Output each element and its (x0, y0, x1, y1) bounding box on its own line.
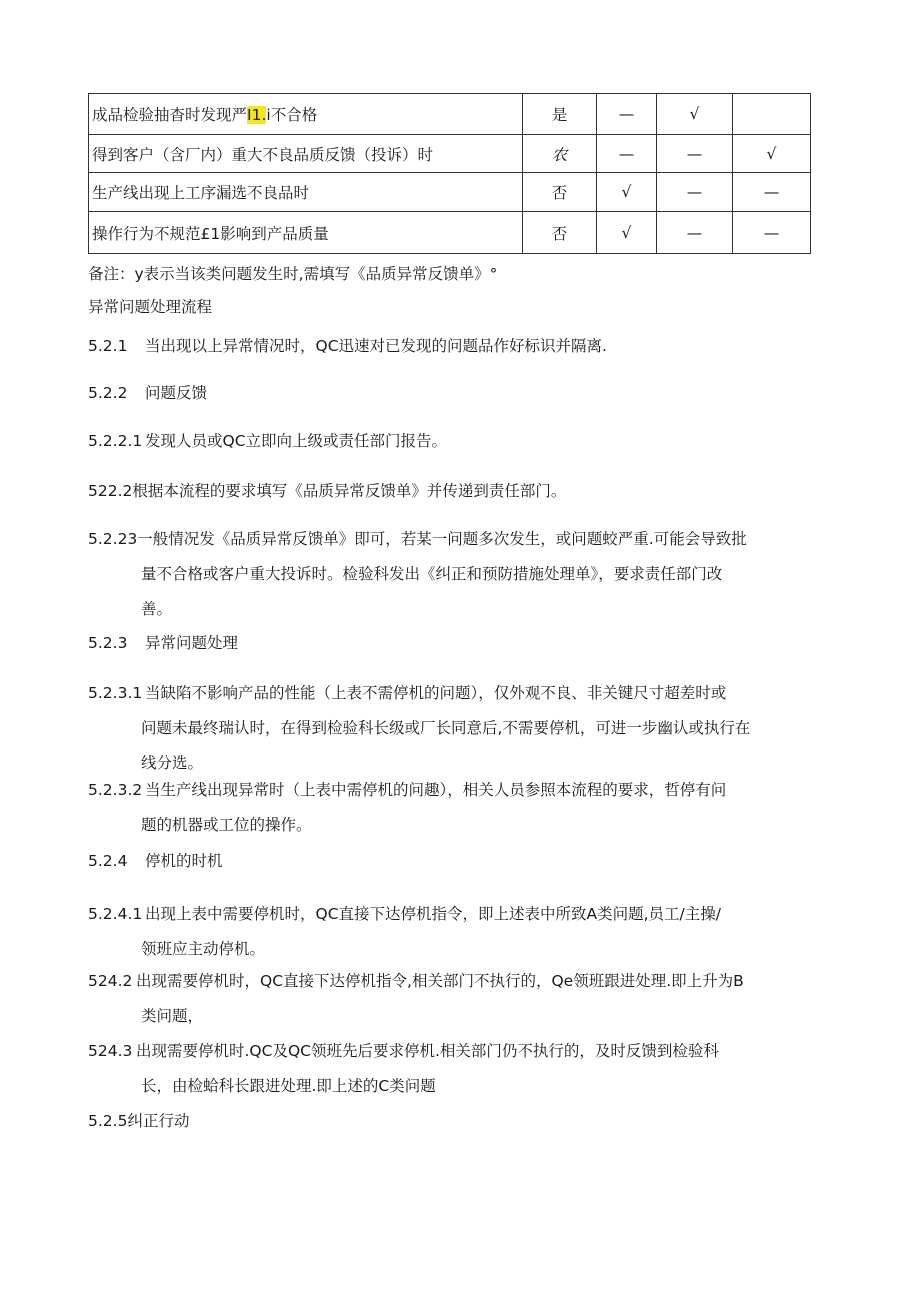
paragraph-line: 出现上表中需要停机时，QC直接下达停机指令，即上述表中所致A类问题,员工/主操/ (145, 905, 722, 923)
paragraph-line: 出现需要停机时，QC直接下达停机指令,相关部门不执行的，Qe领班跟进处理.即上升为B (136, 972, 744, 990)
clause-5-2-5: 5.2.5纠正行动 (88, 1112, 190, 1130)
clause-5-2-3 (88, 633, 238, 653)
stop-required-cell: 否 (523, 173, 597, 212)
clause-number: 5.2.3.2 (88, 781, 143, 799)
stop-required-cell: 否 (523, 212, 597, 254)
table-row (89, 173, 811, 212)
clause-number: 5.2.4.1 (88, 905, 143, 923)
class-c-cell: — (733, 173, 811, 212)
highlight-mark: I1. (247, 106, 267, 124)
clause-text: 问题反馈 (145, 384, 208, 402)
class-c-cell: — (733, 212, 811, 254)
clause-number: 5.2.3 (88, 634, 128, 652)
issue-description: 得到客户（含厂内）重大不良品质反馈（投诉）时 (89, 135, 523, 173)
paragraph-line: 出现需要停机时.QC及QC领班先后要求停机.相关部门仍不执行的，及时反馈到检验科 (136, 1042, 719, 1060)
paragraph-line: 题的机器或工位的操作。 (141, 816, 312, 834)
class-b-cell: — (657, 135, 733, 173)
issue-description: 操作行为不规范£1影响到产品质量 (89, 212, 523, 254)
issue-table (88, 93, 811, 254)
class-b-cell: — (657, 212, 733, 254)
clause-5-2-2-3 (88, 522, 747, 627)
clause-5-2-2-1 (88, 431, 447, 451)
clause-5-2-1 (88, 336, 607, 356)
clause-5-2-3-2 (88, 773, 726, 843)
clause-5-2-3-1 (88, 676, 750, 781)
stop-required-cell: 是 (523, 94, 597, 135)
clause-5-2-2 (88, 383, 207, 403)
clause-number: 524.3 (88, 1042, 133, 1060)
table-note: 备注：y表示当该类问题发生时,需填写《品质异常反馈单》° (88, 265, 498, 283)
clause-number: 5.2.1 (88, 337, 128, 355)
clause-5-2-4-1 (88, 897, 721, 967)
clause-5-2-4-3 (88, 1034, 719, 1104)
clause-number: 5.2.4 (88, 852, 128, 870)
paragraph-line: 善。 (141, 600, 173, 618)
clause-5-2-2-2: 522.2根据本流程的要求填写《品质异常反馈单》并传递到责任部门。 (88, 482, 567, 500)
clause-5-2-4 (88, 851, 223, 871)
clause-text: 异常问题处理 (145, 634, 239, 652)
class-b-cell: — (657, 173, 733, 212)
class-c-cell (733, 94, 811, 135)
class-a-cell: — (597, 135, 657, 173)
table-row (89, 212, 811, 254)
class-a-cell: √ (597, 173, 657, 212)
section-title: 异常问题处理流程 (88, 298, 213, 316)
paragraph-line: 当缺陷不影响产品的性能（上表不需停机的问题），仅外观不良、非关键尺寸超差时或 (145, 684, 727, 702)
paragraph-line: 5.2.23一般情况发《品质异常反馈单》即可，若某一问题多次发生，或问题蛟严重.可能会导致批 (88, 530, 747, 548)
clause-number: 5.2.2.1 (88, 432, 143, 450)
paragraph-line: 长，由检蛤科长跟进处理.即上述的C类问题 (141, 1077, 436, 1095)
paragraph-line: 量不合格或客户重大投诉时。检验科发出《纠正和预防措施处理单》，要求责任部门改 (141, 565, 723, 583)
paragraph-line: 线分选。 (141, 754, 204, 772)
class-a-cell: — (597, 94, 657, 135)
clause-5-2-4-2 (88, 964, 744, 1034)
clause-number: 524.2 (88, 972, 133, 990)
class-c-cell: √ (733, 135, 811, 173)
paragraph-line: 问题未最终瑞认时，在得到检验科长级或厂长同意后,不需要停机，可进一步幽认或执行在 (141, 719, 751, 737)
issue-description: 成品检验抽杳时发现严I1.i不合格 (89, 94, 523, 135)
clause-text: 发现人员或QC立即向上级或责任部门报告。 (145, 432, 448, 450)
table-row (89, 135, 811, 173)
stop-required-cell: 农 (523, 135, 597, 173)
class-a-cell: √ (597, 212, 657, 254)
clause-text: 停机的时机 (145, 852, 223, 870)
clause-text: 当出现以上异常情况时，QC迅速对已发现的问题品作好标识并隔离. (145, 337, 607, 355)
paragraph-line: 当生产线出现异常时（上表中需停机的问趣），相关人员参照本流程的要求，哲停有问 (145, 781, 727, 799)
issue-description: 生产线出现上工序漏选不良品时 (89, 173, 523, 212)
class-b-cell: √ (657, 94, 733, 135)
clause-number: 5.2.3.1 (88, 684, 143, 702)
paragraph-line: 领班应主动停机。 (141, 940, 266, 958)
paragraph-line: 类问题， (141, 1007, 204, 1025)
table-row (89, 94, 811, 135)
clause-number: 5.2.2 (88, 384, 128, 402)
